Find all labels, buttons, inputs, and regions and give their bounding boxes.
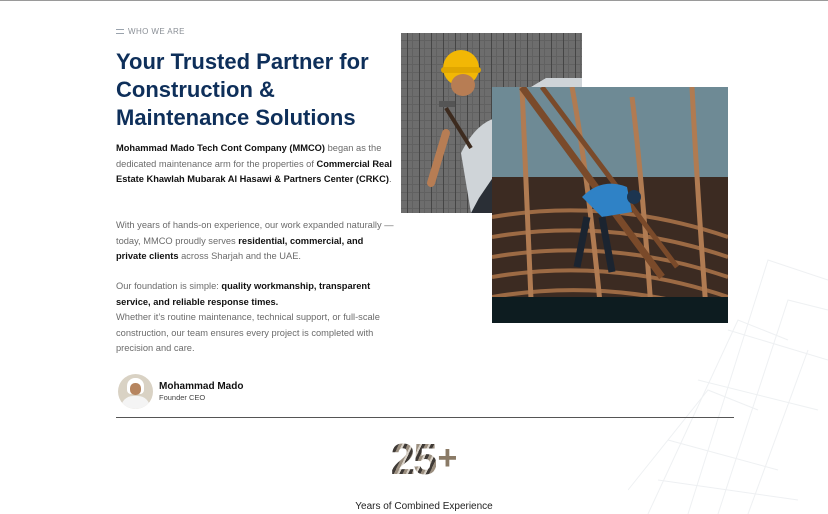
section-title: Your Trusted Partner for Construction & Maintenance Solutions (116, 49, 369, 130)
stat-number: 25 (390, 435, 436, 484)
intro-paragraph (116, 141, 396, 188)
crkc-name: Commercial Real Estate Khawlah Mubarak Al Hasawi & Partners Center (CRKC) (116, 158, 392, 185)
foundation-highlight: quality workmanship, transparent service, and reliable response times. (116, 281, 371, 307)
avatar (118, 374, 153, 409)
lines-icon (116, 29, 124, 34)
stat-counter (300, 436, 548, 484)
intro-end: . (388, 174, 392, 185)
company-name: Mohammad Mado Tech Cont Company (MMCO) (116, 143, 326, 153)
stat-label: Years of Combined Experience (355, 501, 493, 512)
section-divider (116, 417, 734, 418)
stat-suffix: + (437, 439, 458, 477)
intro-text: began as the dedicated maintenance arm for the properties of (116, 143, 382, 169)
clients-highlight: residential, commercial, and private clients (116, 235, 364, 262)
boat-builder-photo (492, 87, 728, 323)
experience-paragraph (116, 218, 396, 265)
foundation-paragraph (116, 279, 396, 357)
experience-text: With years of hands-on experience, our work expanded naturally — today, MMCO proudly serves (116, 220, 394, 246)
author-name: Mohammad Mado (159, 381, 244, 392)
section-eyebrow (116, 27, 185, 36)
author-block (118, 374, 243, 409)
foundation-text: Our foundation is simple: (116, 281, 222, 291)
eyebrow-label: WHO WE ARE (128, 27, 185, 36)
author-role: Founder CEO (159, 393, 206, 402)
top-border (0, 0, 828, 1)
experience-end: across Sharjah and the UAE. (178, 251, 302, 262)
foundation-detail: Whether it’s routine maintenance, technical support, or full-scale construction, our team ensures every project is completed with precision and care. (116, 312, 380, 354)
